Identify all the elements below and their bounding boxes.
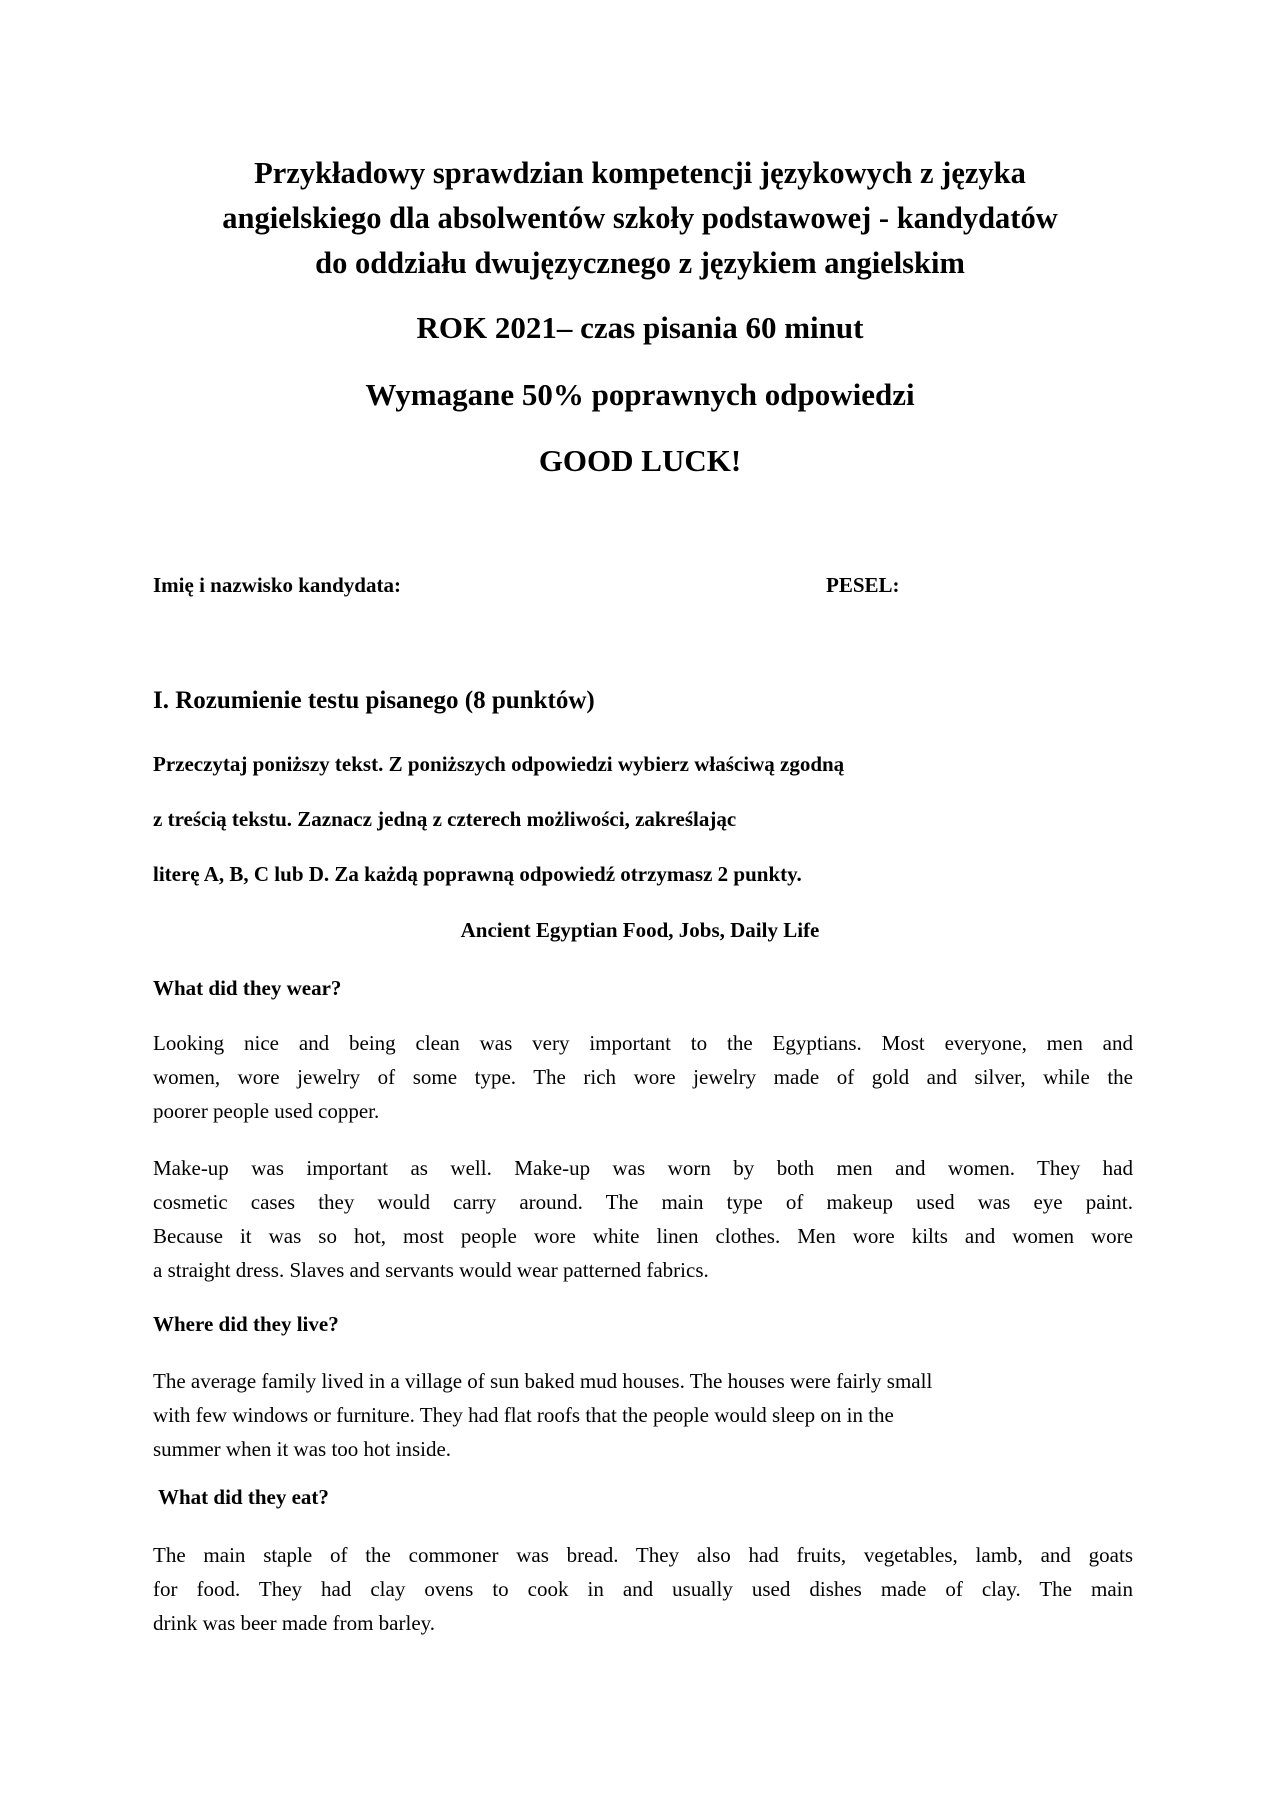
paragraph-line: a straight dress. Slaves and servants would wear patterned fabrics. (153, 1258, 709, 1282)
paragraph-line: The main staple of the commoner was bread. They also had fruits, vegetables, lamb, and goats (153, 1543, 1133, 1567)
pass-requirement: Wymagane 50% poprawnych odpowiedzi (365, 377, 915, 412)
heading-eat: What did they eat? (158, 1485, 329, 1509)
paragraph-live (153, 1364, 1133, 1466)
paragraph-line: Looking nice and being clean was very important to the Egyptians. Most everyone, men and (153, 1031, 1133, 1055)
good-luck-text: GOOD LUCK! (538, 443, 742, 478)
exam-year-duration: ROK 2021– czas pisania 60 minut (416, 310, 864, 345)
paragraph-wear-jewelry (153, 1026, 1133, 1128)
paragraph-line: women, wore jewelry of some type. The rich wore jewelry made of gold and silver, while the (153, 1065, 1133, 1089)
heading-wear: What did they wear? (153, 976, 342, 1000)
reading-title: Ancient Egyptian Food, Jobs, Daily Life (460, 918, 820, 942)
instruction-line: Przeczytaj poniższy tekst. Z poniższych odpowiedzi wybierz właściwą zgodną (153, 752, 845, 776)
exam-title-line: angielskiego dla absolwentów szkoły podstawowej - kandydatów (222, 201, 1058, 235)
paragraph-line: with few windows or furniture. They had flat roofs that the people would sleep on in the (153, 1403, 894, 1427)
paragraph-line: for food. They had clay ovens to cook in and usually used dishes made of clay. The main (153, 1577, 1133, 1601)
exam-title-line: Przykładowy sprawdzian kompetencji językowych z języka (254, 156, 1026, 190)
section-title: I. Rozumienie testu pisanego (8 punktów) (153, 687, 595, 714)
heading-live: Where did they live? (153, 1312, 339, 1336)
paragraph-line: drink was beer made from barley. (153, 1611, 436, 1635)
exam-title (150, 151, 1130, 286)
paragraph-line: cosmetic cases they would carry around. The main type of makeup used was eye paint. (153, 1190, 1133, 1214)
paragraph-line: poorer people used copper. (153, 1099, 380, 1123)
paragraph-line: summer when it was too hot inside. (153, 1437, 452, 1461)
instruction-line: literę A, B, C lub D. Za każdą poprawną odpowiedź otrzymasz 2 punkty. (153, 862, 802, 886)
exam-title-line: do oddziału dwujęzycznego z językiem angielskim (315, 246, 965, 280)
paragraph-line: Because it was so hot, most people wore white linen clothes. Men wore kilts and women wore (153, 1224, 1133, 1248)
paragraph-line: Make-up was important as well. Make-up was worn by both men and women. They had (153, 1156, 1133, 1180)
pesel-label: PESEL: (826, 573, 900, 597)
paragraph-eat (153, 1538, 1133, 1640)
paragraph-line: The average family lived in a village of sun baked mud houses. The houses were fairly small (153, 1369, 933, 1393)
candidate-name-label: Imię i nazwisko kandydata: (153, 573, 401, 597)
instruction-line: z treścią tekstu. Zaznacz jedną z czterech możliwości, zakreślając (153, 807, 737, 831)
paragraph-wear-makeup (153, 1151, 1133, 1287)
